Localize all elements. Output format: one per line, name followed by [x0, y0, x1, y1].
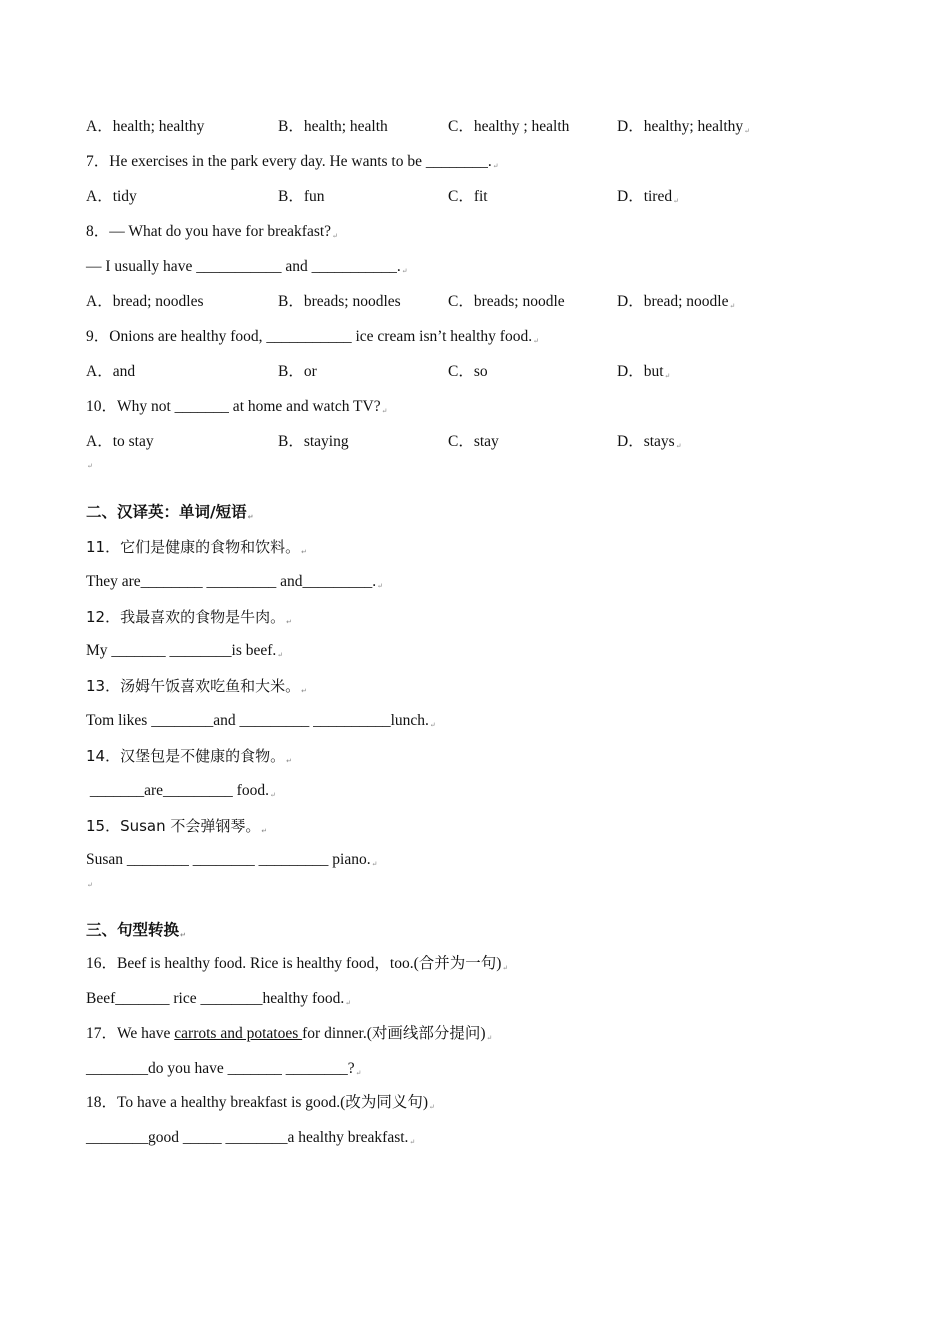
q6-option-b: B．health; health — [278, 118, 388, 135]
q6-option-c: C．healthy ; health — [448, 118, 570, 135]
paragraph-mark-icon — [744, 127, 750, 135]
paragraph-mark-icon — [277, 651, 283, 659]
paragraph-mark-icon — [402, 267, 408, 275]
paragraph-mark-icon — [286, 757, 292, 765]
underlined-phrase: carrots and potatoes — [174, 1025, 303, 1042]
paragraph-mark-icon — [345, 999, 351, 1007]
q13-chinese: 13．汤姆午饭喜欢吃鱼和大米。 ↵ — [86, 676, 307, 701]
paragraph-mark-icon — [87, 881, 93, 889]
paragraph-mark-icon — [286, 618, 292, 626]
paragraph-mark-icon — [301, 687, 307, 695]
q9-stem: 9．Onions are healthy food, ___________ ice cream isn’t healthy food. ↵ — [86, 327, 539, 351]
q18-answer: ________good _____ ________a healthy breakfast. ↵ — [86, 1128, 415, 1152]
paragraph-mark-icon — [429, 1103, 435, 1111]
q7-stem: 7．He exercises in the park every day. He wants to be ________. ↵ — [86, 152, 499, 176]
paragraph-mark-icon — [409, 1138, 415, 1146]
q8-option-d: D．bread; noodle ↵ — [617, 292, 735, 316]
q13-english: Tom likes ________and _________ __________lunch. ↵ — [86, 711, 436, 735]
empty-paragraph — [86, 452, 93, 476]
paragraph-mark-icon — [270, 791, 276, 799]
q14-chinese: 14．汉堡包是不健康的食物。 ↵ — [86, 746, 292, 771]
q9-option-a: A．and — [86, 363, 136, 380]
q17-answer: ________do you have _______ ________? ↵ — [86, 1059, 362, 1083]
paragraph-mark-icon — [372, 860, 378, 868]
q10-option-a: A．to stay — [86, 433, 154, 450]
q10-option-b: B．staying — [278, 433, 349, 450]
section3-heading: 三、句型转换 ↵ — [86, 920, 186, 945]
q10-stem: 10．Why not _______ at home and watch TV? ↵ — [86, 397, 387, 421]
paragraph-mark-icon — [502, 964, 508, 972]
q6-option-a: A．health; healthy — [86, 118, 205, 135]
paragraph-mark-icon — [377, 582, 383, 590]
paragraph-mark-icon — [356, 1069, 362, 1077]
q12-chinese: 12．我最喜欢的食物是牛肉。 ↵ — [86, 607, 292, 632]
paragraph-mark-icon — [673, 197, 679, 205]
paragraph-mark-icon — [301, 548, 307, 556]
q15-english: Susan ________ ________ _________ piano. ↵ — [86, 850, 377, 874]
paragraph-mark-icon — [487, 1034, 493, 1042]
q16-stem: 16．Beef is healthy food. Rice is healthy food，too.(合并为一句) ↵ — [86, 954, 508, 978]
paragraph-mark-icon — [729, 302, 735, 310]
paragraph-mark-icon — [493, 162, 499, 170]
q11-english: They are________ _________ and_________. ↵ — [86, 572, 383, 596]
paragraph-mark-icon — [533, 337, 539, 345]
q8-stem-reply: — I usually have ___________ and ___________. ↵ — [86, 257, 408, 281]
q7-option-d: D．tired ↵ — [617, 187, 679, 211]
q6-option-d: D．healthy; healthy ↵ — [617, 117, 750, 141]
paragraph-mark-icon — [248, 513, 254, 521]
q7-option-a: A．tidy — [86, 188, 137, 205]
q8-option-c: C．breads; noodle — [448, 293, 565, 310]
q18-stem: 18．To have a healthy breakfast is good.(改为同义句) ↵ — [86, 1093, 435, 1117]
q7-option-b: B．fun — [278, 188, 325, 205]
q9-option-d: D．but ↵ — [617, 362, 670, 386]
section2-heading: 二、汉译英：单词/短语 ↵ — [86, 502, 254, 527]
paragraph-mark-icon — [261, 827, 267, 835]
paragraph-mark-icon — [676, 442, 682, 450]
q12-english: My _______ ________is beef. ↵ — [86, 641, 283, 665]
q17-stem: 17．We have carrots and potatoes for dinner.(对画线部分提问) ↵ — [86, 1024, 492, 1048]
q8-stem: 8．— What do you have for breakfast? ↵ — [86, 222, 338, 246]
q11-chinese: 11．它们是健康的食物和饮料。 ↵ — [86, 537, 307, 562]
q9-option-b: B．or — [278, 363, 317, 380]
empty-paragraph — [86, 871, 93, 895]
q14-english: _______are_________ food. ↵ — [86, 781, 276, 805]
paragraph-mark-icon — [87, 462, 93, 470]
q10-option-c: C．stay — [448, 433, 499, 450]
q15-chinese: 15．Susan 不会弹钢琴。 ↵ — [86, 816, 267, 841]
paragraph-mark-icon — [332, 232, 338, 240]
q8-option-b: B．breads; noodles — [278, 293, 401, 310]
q7-option-c: C．fit — [448, 188, 488, 205]
q16-answer: Beef_______ rice ________healthy food. ↵ — [86, 989, 351, 1013]
q10-option-d: D．stays ↵ — [617, 432, 682, 456]
paragraph-mark-icon — [665, 372, 671, 380]
q8-option-a: A．bread; noodles — [86, 293, 204, 310]
paragraph-mark-icon — [180, 931, 186, 939]
q9-option-c: C．so — [448, 363, 488, 380]
paragraph-mark-icon — [430, 721, 436, 729]
paragraph-mark-icon — [382, 407, 388, 415]
